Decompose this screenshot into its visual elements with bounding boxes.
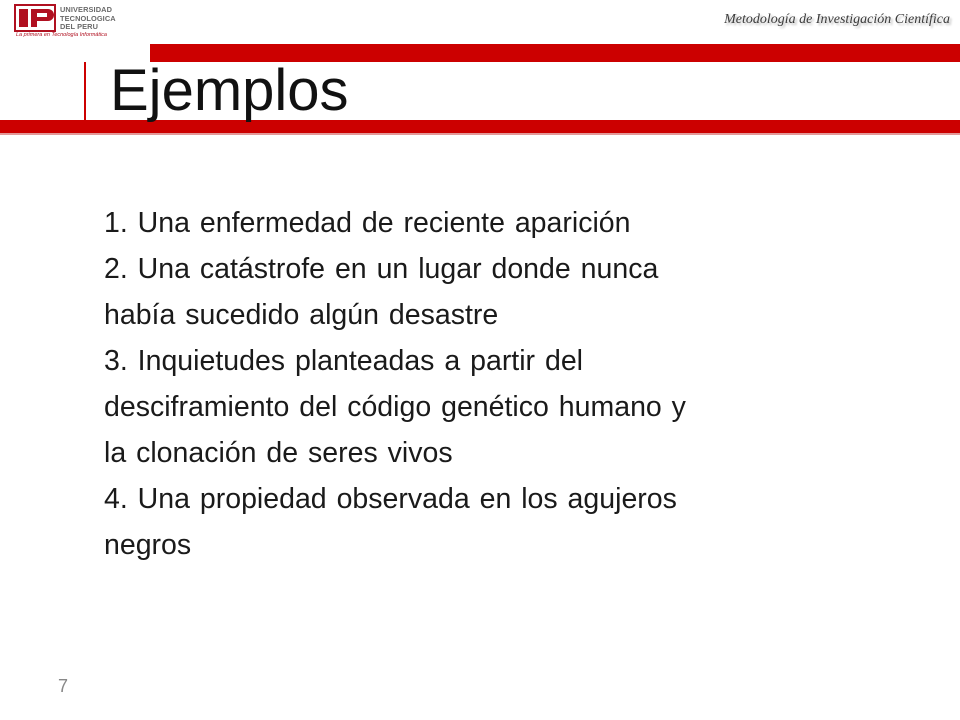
slide-title: Ejemplos — [110, 58, 349, 123]
logo-name-line: DEL PERU — [60, 22, 99, 32]
title-underline-shadow — [0, 133, 960, 135]
utp-logo-icon — [14, 4, 56, 32]
list-item: 1. Una enfermedad de reciente aparición — [104, 207, 631, 239]
logo-name-line: TECNOLOGICA — [60, 13, 116, 23]
list-item: 2. Una catástrofe en un lugar donde nunca — [104, 253, 659, 285]
title-divider-line — [84, 62, 86, 120]
list-item: había sucedido algún desastre — [104, 299, 499, 331]
utp-logo — [14, 4, 149, 38]
list-item: la clonación de seres vivos — [104, 437, 453, 469]
page-number: 7 — [58, 676, 69, 696]
list-item: 3. Inquietudes planteadas a partir del — [104, 345, 583, 377]
course-title: Metodología de Investigación Científica — [724, 12, 950, 27]
logo-university-name — [60, 6, 116, 32]
list-item: desciframiento del código genético humano y — [104, 391, 686, 423]
logo-tagline: La primera en Tecnología Informática — [16, 32, 107, 38]
list-item: 4. Una propiedad observada en los agujeros — [104, 483, 677, 515]
logo-name-line: UNIVERSIDAD — [60, 5, 113, 14]
examples-list — [104, 200, 904, 568]
list-item: negros — [104, 529, 192, 561]
